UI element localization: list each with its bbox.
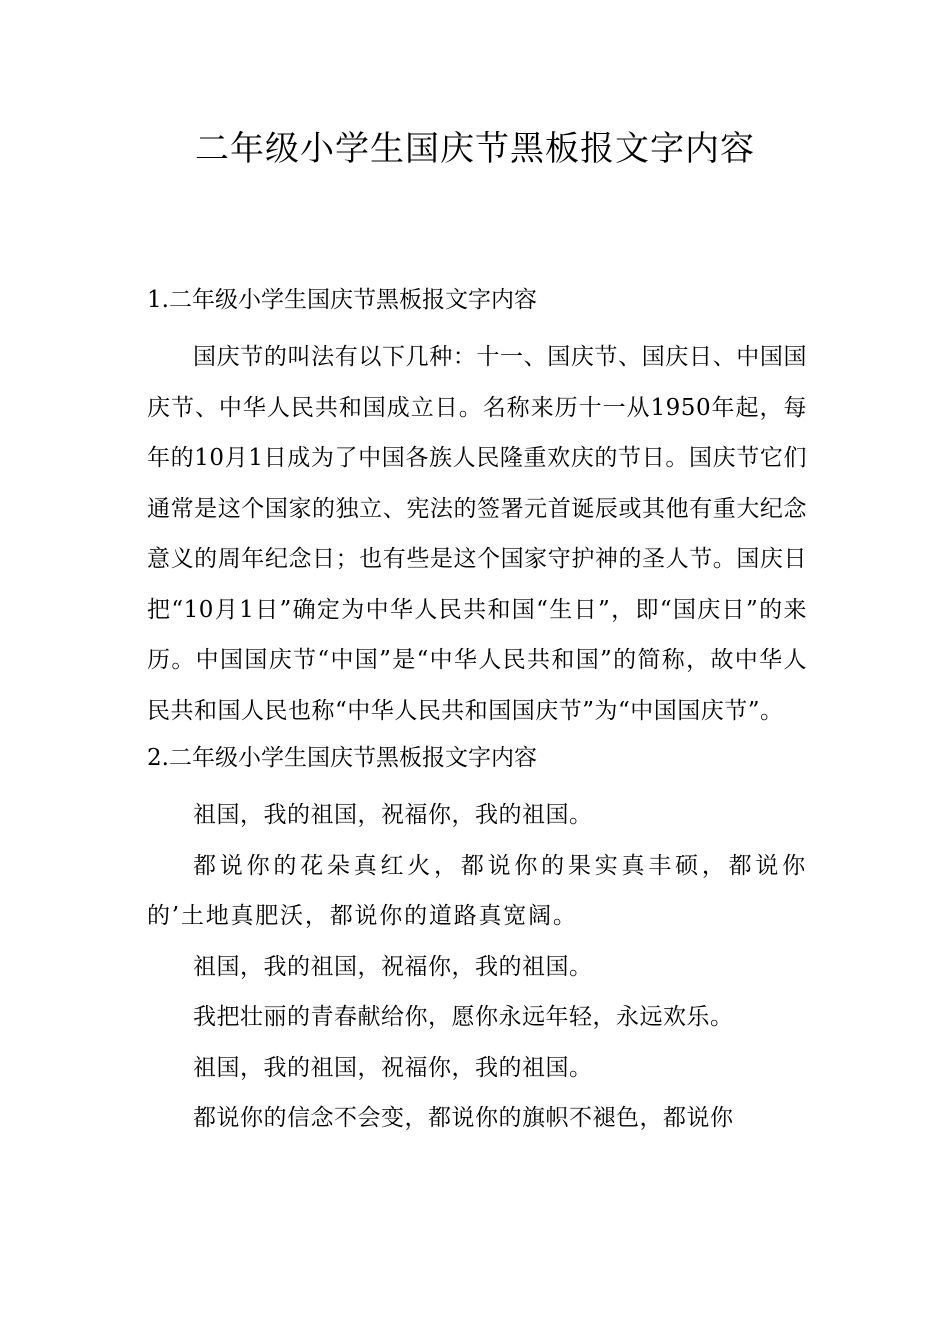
section-heading: 2.二年级小学生国庆节黑板报文字内容 xyxy=(147,745,537,771)
document-body xyxy=(147,282,807,1144)
section-paragraph: 都说你的花朵真红火，都说你的果实真丰硕，都说你的’土地真肥沃，都说你的道路真宽阔。 xyxy=(147,852,807,929)
section-2 xyxy=(147,740,807,1144)
section-paragraph: 祖国，我的祖国，祝福你，我的祖国。 xyxy=(193,802,593,828)
document-title: 二年级小学生国庆节黑板报文字内容 xyxy=(195,129,755,169)
section-paragraph: 祖国，我的祖国，祝福你，我的祖国。 xyxy=(193,1054,593,1081)
section-paragraph: 我把壮丽的青春献给你，愿你永远年轻，永远欢乐。 xyxy=(193,1004,734,1030)
section-paragraph: 祖国，我的祖国，祝福你，我的祖国。 xyxy=(193,953,593,980)
section-paragraph: 都说你的信念不会变，都说你的旗帜不褪色，都说你 xyxy=(193,1105,734,1131)
section-1 xyxy=(147,282,807,736)
section-heading: 1.二年级小学生国庆节黑板报文字内容 xyxy=(147,287,537,313)
section-paragraph: 国庆节的叫法有以下几种：十一、国庆节、国庆日、中国国庆节、中华人民共和国成立日。名称来历十一从1950年起，每年的10月1日成为了中国各族人民隆重欢庆的节日。国庆节它们通常是这个国家的独立、宪法的签署元首诞辰或其他有重大纪念意义的周年纪念日；也有些是这个国家守护神的圣人节。国庆日把“10月1日”确定为中华人民共和国“生日”，即“国庆日”的来历。中国国庆节“中国”是“中华人民共和国”的简称，故中华人民共和国人民也称“中华人民共和国国庆节”为“中国国庆节”。 xyxy=(147,344,807,724)
